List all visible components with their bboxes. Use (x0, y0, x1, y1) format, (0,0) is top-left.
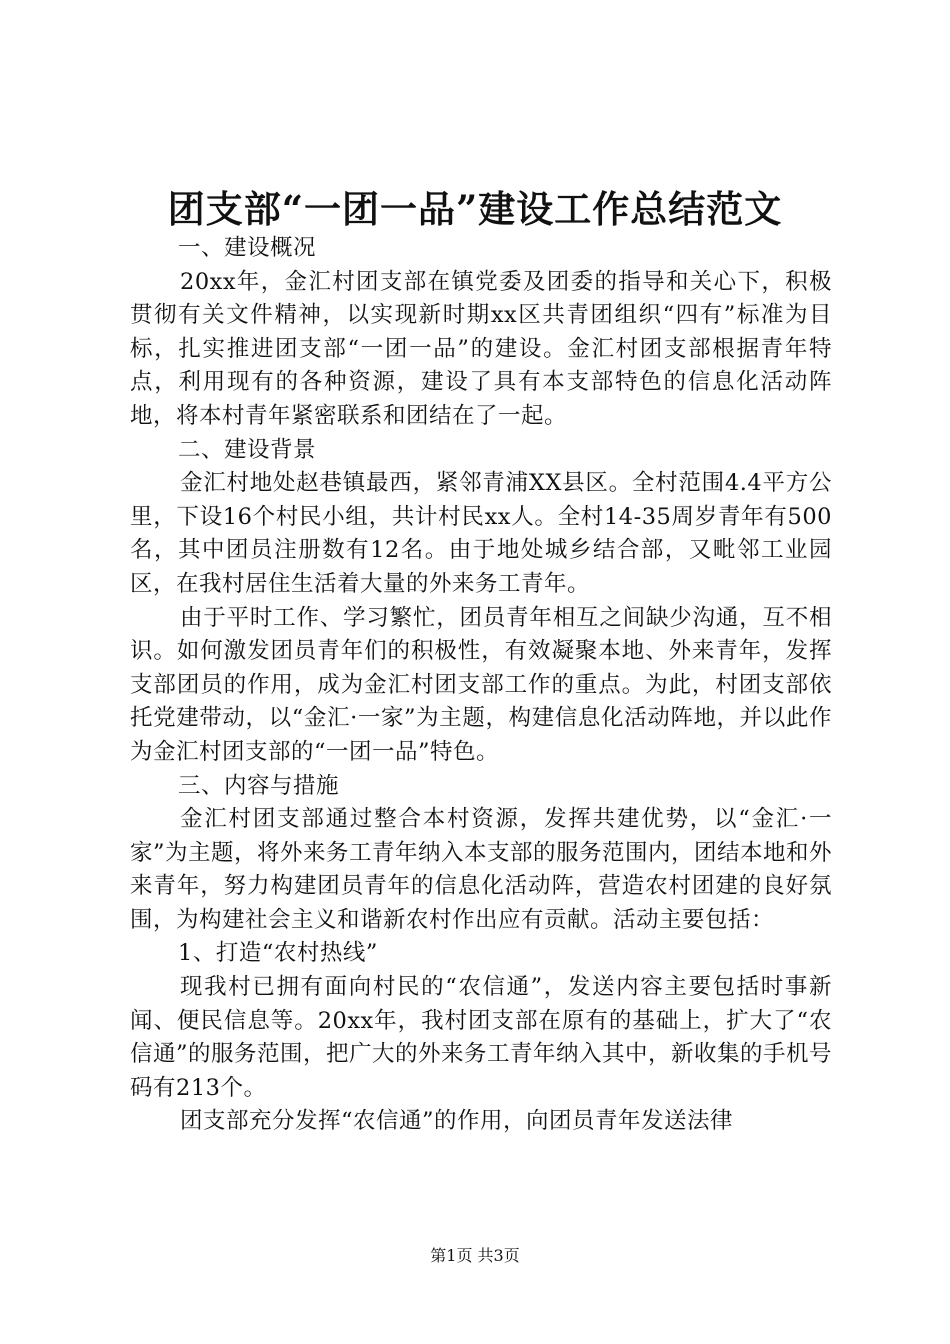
paragraph-hotline-2: 团支部充分发挥“农信通”的作用，向团员青年发送法律 (180, 1108, 734, 1135)
section-heading-background: 二、建设背景 (178, 436, 317, 463)
paragraph-overview: 20xx年，金汇村团支部在镇党委及团委的指导和关心下，积极贯彻有关文件精神，以实现新时期xx区共青团组织“四有”标准为目标，扎实推进团支部“一团一品”的建设。金汇村团支部根据青年特点，利用现有的各种资源，建设了具有本支部特色的信息化活动阵地，将本村青年紧密联系和团结在了一起。 (130, 268, 832, 429)
section-heading-measures: 三、内容与措施 (178, 772, 340, 799)
section-heading-overview: 一、建设概况 (178, 235, 317, 261)
paragraph-hotline-1: 现我村已拥有面向村民的“农信通”，发送内容主要包括时事新闻、便民信息等。20xx年，我村团支部在原有的基础上，扩大了“农信通”的服务范围，把广大的外来务工青年纳入其中，新收集的手机号码有213个。 (130, 974, 833, 1101)
paragraph-background-1: 金汇村地处赵巷镇最西，紧邻青浦XX县区。全村范围4.4平方公里，下设16个村民小组，共计村民xx人。全村14-35周岁青年有500名，其中团员注册数有12名。由于地处城乡结合部，又毗邻工业园区，在我村居住生活着大量的外来务工青年。 (130, 470, 832, 597)
document-title: 团支部“一团一品”建设工作总结范文 (167, 187, 783, 231)
document-body (130, 232, 832, 1139)
subsection-heading-hotline: 1、打造“农村热线” (178, 940, 378, 967)
paragraph-measures: 金汇村团支部通过整合本村资源，发挥共建优势，以“金汇·一家”为主题，将外来务工青年纳入本支部的服务范围内，团结本地和外来青年，努力构建团员青年的信息化活动阵，营造农村团建的良好氛围，为构建社会主义和谐新农村作出应有贡献。活动主要包括： (130, 806, 833, 933)
paragraph-background-2: 由于平时工作、学习繁忙，团员青年相互之间缺少沟通，互不相识。如何激发团员青年们的积极性，有效凝聚本地、外来青年，发挥支部团员的作用，成为金汇村团支部工作的重点。为此，村团支部依托党建带动，以“金汇·一家”为主题，构建信息化活动阵地，并以此作为金汇村团支部的“一团一品”特色。 (130, 604, 832, 765)
page-footer: 第1页 共3页 (430, 1246, 520, 1265)
